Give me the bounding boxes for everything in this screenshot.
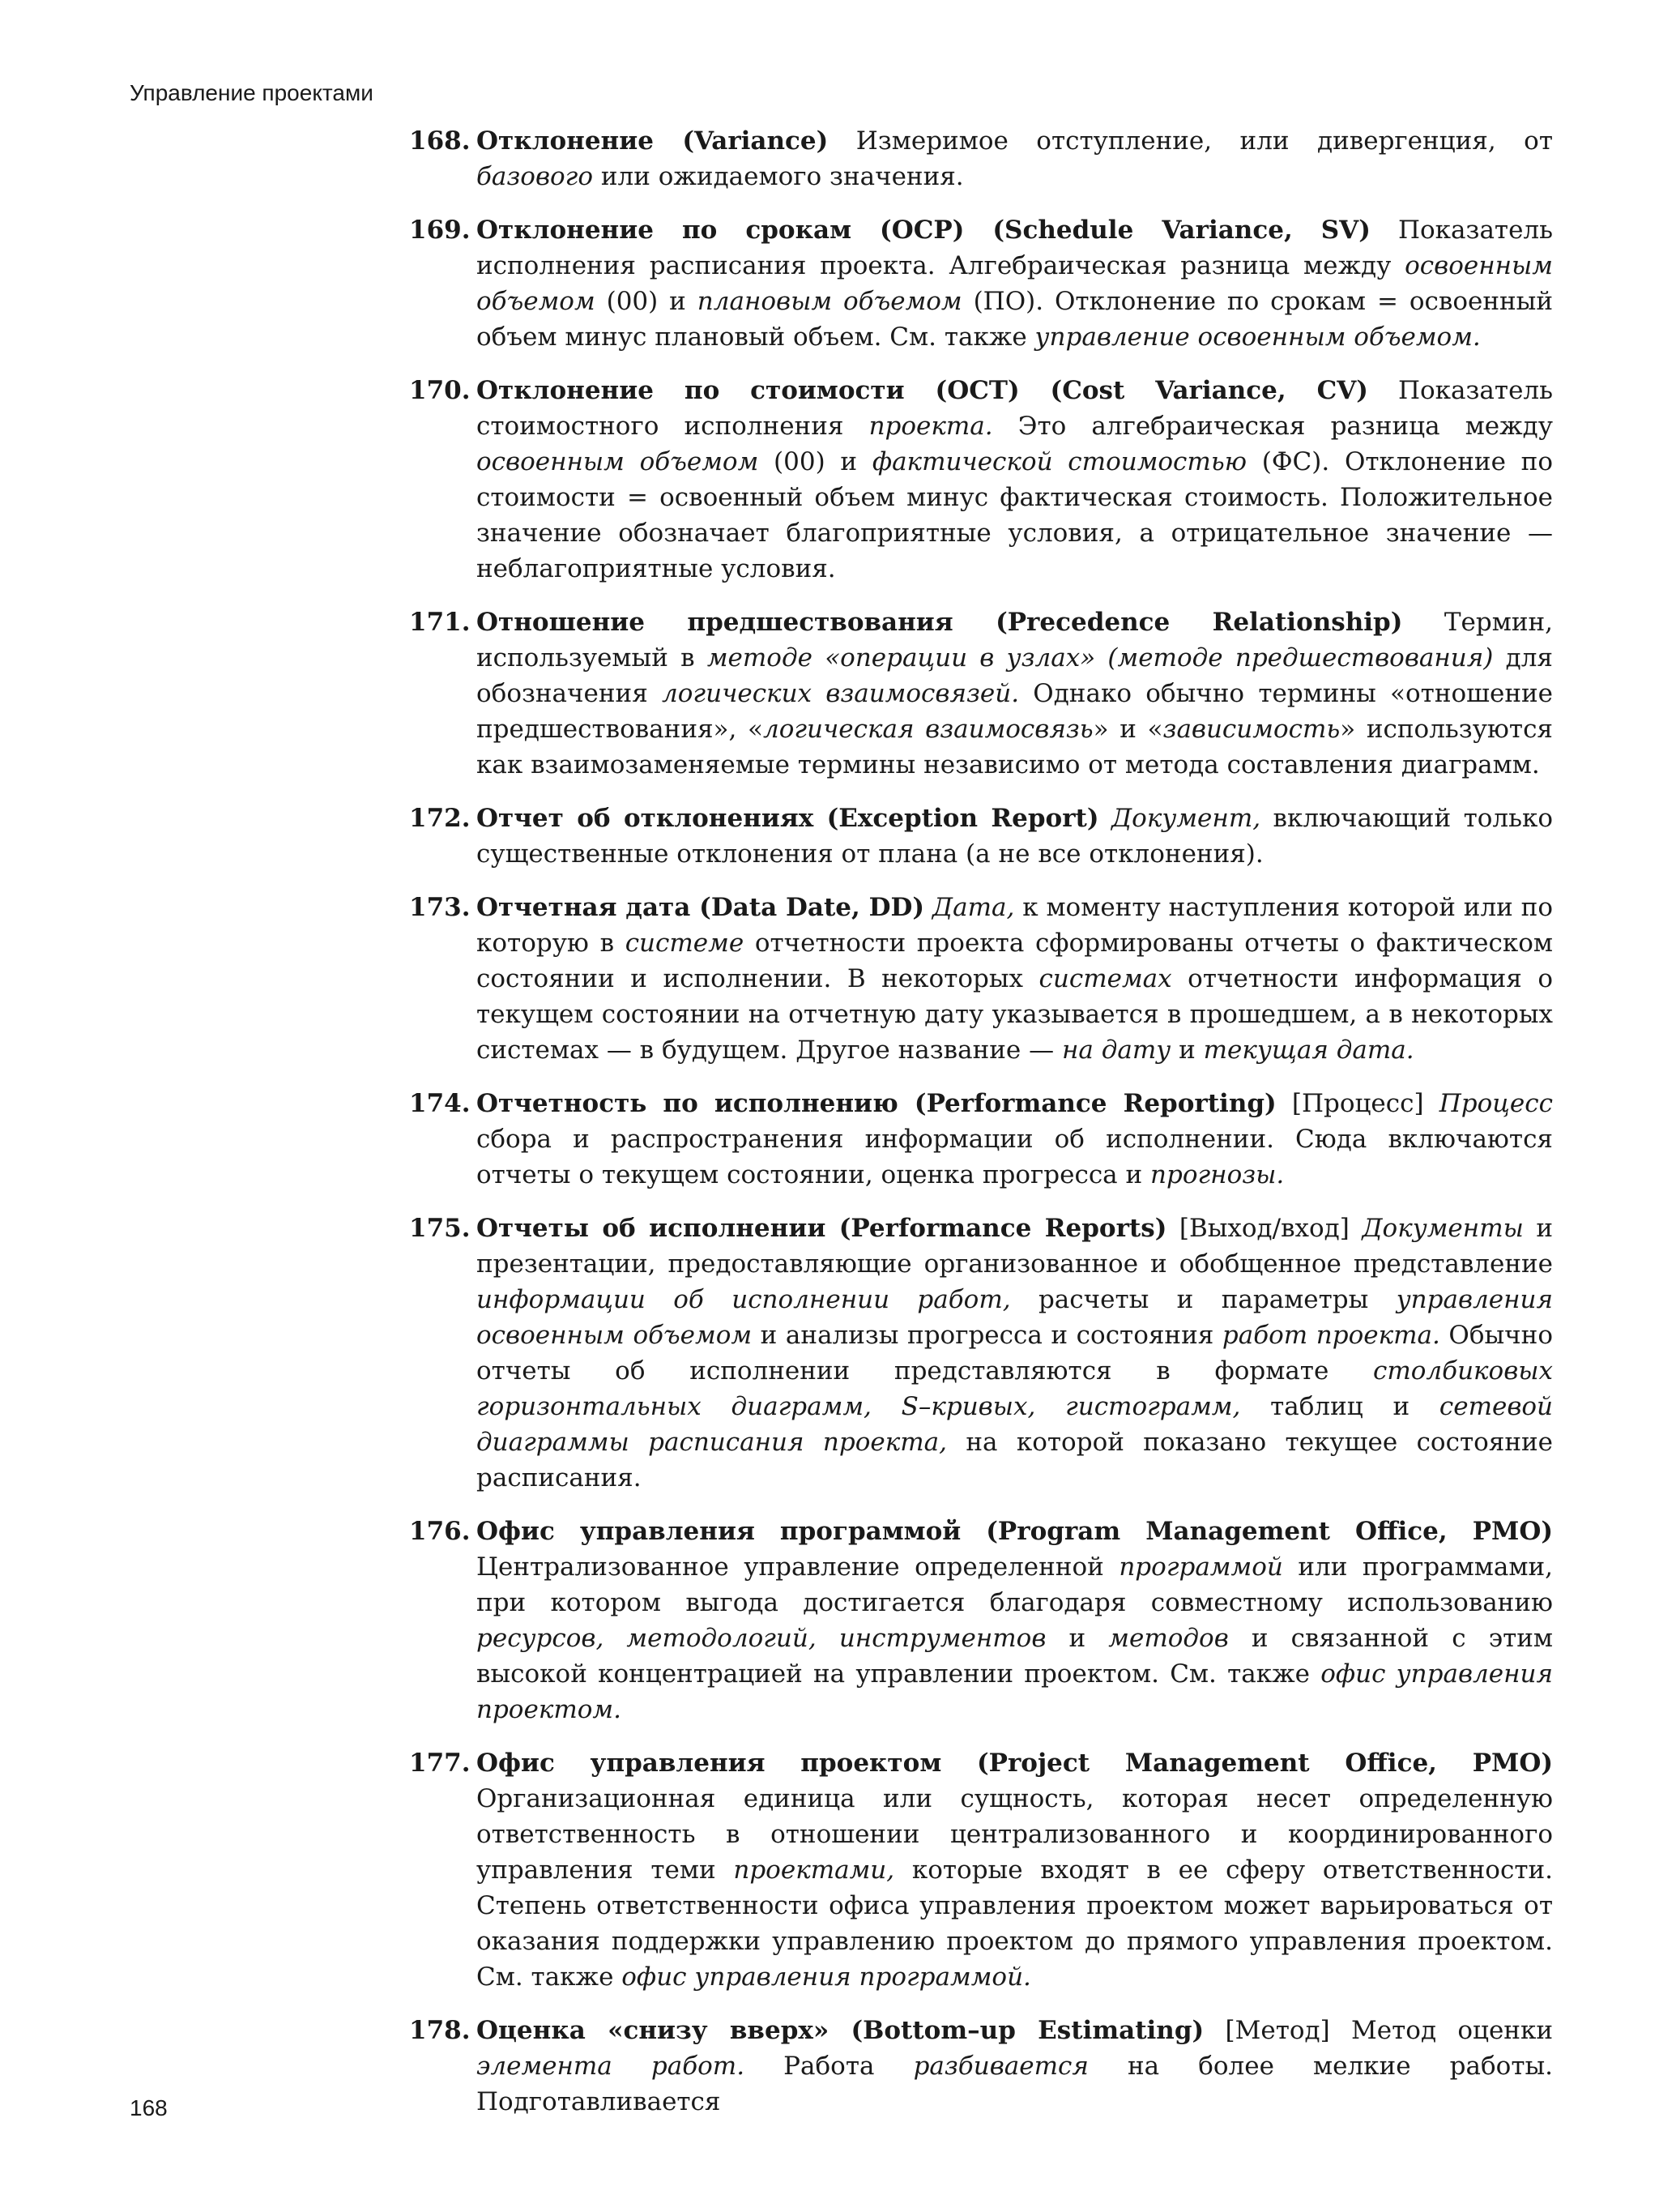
entry-text: таблиц и xyxy=(1240,1392,1439,1421)
entry-italic-term: Дата, xyxy=(932,893,1015,922)
entry-text: Работа xyxy=(744,2052,914,2081)
entry-number: 171. xyxy=(409,608,471,637)
entry-number: 168. xyxy=(409,126,471,156)
entry-text: сбора и распространения информации об исполнении. Сюда включаются отчеты о текущем состоянии, оценка прогресса и xyxy=(476,1125,1553,1189)
entry-number: 170. xyxy=(409,376,471,405)
entry-definition xyxy=(476,2013,1553,2120)
entry-term: Офис управления проектом (Project Management Office, PMO) xyxy=(476,1749,1553,1778)
entry-text: » используются как взаимозаменяемые термины независимо от метода составления диаграмм. xyxy=(476,715,1553,779)
entry-italic-term: зависимость xyxy=(1162,715,1341,744)
entry-italic-term: проектами, xyxy=(733,1855,895,1885)
entry-italic-term: элемента работ. xyxy=(476,2052,745,2081)
entry-term: Офис управления программой (Program Management Office, PMO) xyxy=(476,1517,1553,1546)
glossary-entry xyxy=(409,212,1553,355)
glossary-entry xyxy=(409,1745,1553,1995)
entry-text: Показатель исполнения расписания проекта. Алгебраическая разница между xyxy=(476,216,1553,280)
glossary-entry xyxy=(409,1514,1553,1727)
entry-term: Отклонение по стоимости (ОСТ) (Cost Variance, CV) xyxy=(476,376,1368,405)
entry-definition xyxy=(476,373,1553,587)
entry-definition xyxy=(476,1745,1553,1995)
glossary-entry xyxy=(409,373,1553,587)
entry-italic-term: плановым объемом xyxy=(697,287,962,316)
entry-text: [Метод] Метод оценки xyxy=(1204,2016,1554,2045)
entry-italic-term: проекта. xyxy=(868,412,993,441)
entry-number: 169. xyxy=(409,216,471,245)
entry-definition xyxy=(476,123,1553,194)
entry-italic-term: управления освоенным объемом xyxy=(476,1285,1553,1350)
entry-text: и xyxy=(1171,1036,1204,1065)
entry-term: Отчеты об исполнении (Performance Reports) xyxy=(476,1214,1167,1243)
entry-text: к моменту наступления которой или по которую в xyxy=(476,893,1554,958)
entry-italic-term: фактической стоимостью xyxy=(872,447,1247,476)
glossary-list xyxy=(409,123,1553,2137)
entry-italic-term: управление освоенным объемом. xyxy=(1034,322,1481,352)
entry-number: 175. xyxy=(409,1214,471,1243)
entry-text: (ФС). Отклонение по стоимости = освоенный объем минус фактическая стоимость. Положительное значение обозначает благоприятные условия, а отрицательное значение — неблагоприятные условия. xyxy=(476,447,1553,583)
entry-definition xyxy=(476,1211,1553,1496)
entry-italic-term: освоенным объемом xyxy=(476,251,1553,316)
entry-text xyxy=(1099,804,1111,833)
entry-text: Обычно отчеты об исполнении представляются в формате xyxy=(476,1321,1553,1386)
entry-term: Отчетная дата (Data Date, DD) xyxy=(476,893,925,922)
entry-italic-term: методе «операции в узлах» (методе предшествования) xyxy=(706,643,1494,673)
entry-text: и презентации, предоставляющие организованное и обобщенное представление xyxy=(476,1214,1553,1279)
entry-text: Организационная единица или сущность, которая несет определенную ответственность в отношении централизованного и координированного управления теми xyxy=(476,1784,1553,1885)
entry-italic-term: системе xyxy=(625,929,744,958)
entry-term: Отчетность по исполнению (Performance Reporting) xyxy=(476,1089,1277,1118)
entry-definition xyxy=(476,1086,1553,1193)
entry-text: Термин, используемый в xyxy=(476,608,1554,673)
entry-text: расчеты и параметры xyxy=(1010,1285,1397,1314)
entry-italic-term: Документ, xyxy=(1111,804,1261,833)
entry-text: (00) и xyxy=(595,287,697,316)
entry-definition xyxy=(476,212,1553,355)
glossary-entry xyxy=(409,2013,1553,2120)
page-number: 168 xyxy=(130,2095,168,2120)
glossary-entry xyxy=(409,890,1553,1068)
entry-italic-term: базового xyxy=(476,162,594,191)
entry-term: Оценка «снизу вверх» (Bottom–up Estimating) xyxy=(476,2016,1205,2045)
entry-number: 176. xyxy=(409,1517,471,1546)
entry-text: для обозначения xyxy=(476,643,1553,708)
entry-text: (ПО). Отклонение по срокам = освоенный объем минус плановый объем. См. также xyxy=(476,287,1553,352)
entry-text: Измеримое отступление, или дивергенция, от xyxy=(828,126,1553,156)
entry-text xyxy=(924,893,932,922)
entry-term: Отклонение (Variance) xyxy=(476,126,829,156)
entry-text: [Выход/вход] xyxy=(1166,1214,1363,1243)
entry-text: на которой показано текущее состояние расписания. xyxy=(476,1428,1553,1492)
glossary-entry xyxy=(409,123,1553,194)
entry-italic-term: логических взаимосвязей. xyxy=(662,679,1020,708)
entry-italic-term: разбивается xyxy=(913,2052,1089,2081)
entry-text: и xyxy=(1046,1624,1109,1653)
glossary-entry xyxy=(409,604,1553,783)
entry-italic-term: работ проекта. xyxy=(1222,1321,1440,1350)
running-header: Управление проектами xyxy=(130,80,373,105)
entry-term: Отчет об отклонениях (Exception Report) xyxy=(476,804,1099,833)
entry-italic-term: сетевой диаграммы расписания проекта, xyxy=(476,1392,1554,1457)
entry-number: 178. xyxy=(409,2016,471,2045)
entry-definition xyxy=(476,890,1553,1068)
entry-italic-term: на дату xyxy=(1061,1036,1171,1065)
entry-italic-term: программой xyxy=(1119,1552,1283,1582)
entry-number: 173. xyxy=(409,893,471,922)
entry-term: Отношение предшествования (Precedence Relationship) xyxy=(476,608,1403,637)
entry-text: отчетности проекта сформированы отчеты о фактическом состоянии и исполнении. В некоторых xyxy=(476,929,1554,993)
entry-italic-term: текущая дата. xyxy=(1203,1036,1414,1065)
entry-text: и связанной с этим высокой концентрацией на управлении проектом. См. также xyxy=(476,1624,1553,1689)
entry-text: Однако обычно термины «отношение предшествования», « xyxy=(476,679,1553,744)
entry-italic-term: офис управления программой. xyxy=(621,1962,1031,1992)
entry-text: (00) и xyxy=(758,447,872,476)
entry-text: и анализы прогресса и состояния xyxy=(752,1321,1222,1350)
entry-definition xyxy=(476,801,1553,872)
entry-term: Отклонение по срокам (ОСР) (Schedule Variance, SV) xyxy=(476,216,1371,245)
entry-number: 177. xyxy=(409,1749,471,1778)
entry-text: на более мелкие работы. Подготавливается xyxy=(476,2052,1553,2116)
entry-italic-term: Процесс xyxy=(1439,1089,1553,1118)
entry-italic-term: офис управления проектом. xyxy=(476,1659,1553,1724)
entry-italic-term: ресурсов, методологий, инструментов xyxy=(476,1624,1047,1653)
entry-text: отчетности информация о текущем состоянии на отчетную дату указывается в прошедшем, а в некоторых системах — в будущем. Другое название — xyxy=(476,964,1554,1065)
entry-text: Централизованное управление определенной xyxy=(476,1552,1120,1582)
entry-text: или ожидаемого значения. xyxy=(593,162,964,191)
entry-definition xyxy=(476,604,1553,783)
entry-italic-term: прогнозы. xyxy=(1150,1160,1285,1189)
entry-text: включающий только существенные отклонения от плана (а не все отклонения). xyxy=(476,804,1553,869)
entry-text: [Процесс] xyxy=(1276,1089,1439,1118)
glossary-entry xyxy=(409,801,1553,872)
entry-text: » и « xyxy=(1093,715,1163,744)
entry-italic-term: системах xyxy=(1038,964,1172,993)
entry-text: или программами, при котором выгода достигается благодаря совместному использованию xyxy=(476,1552,1553,1617)
glossary-entry xyxy=(409,1086,1553,1193)
entry-text: Это алгебраическая разница между xyxy=(992,412,1553,441)
entry-italic-term: логическая взаимосвязь xyxy=(762,715,1094,744)
entry-italic-term: Документы xyxy=(1362,1214,1524,1243)
entry-italic-term: освоенным объемом xyxy=(476,447,759,476)
entry-italic-term: информации об исполнении работ, xyxy=(476,1285,1011,1314)
entry-italic-term: методов xyxy=(1108,1624,1229,1653)
entry-definition xyxy=(476,1514,1553,1727)
entry-text: Показатель стоимостного исполнения xyxy=(476,376,1553,441)
entry-number: 174. xyxy=(409,1089,471,1118)
entry-number: 172. xyxy=(409,804,471,833)
entry-text: которые входят в ее сферу ответственности. Степень ответственности офиса управления проектом может варьироваться от оказания поддержки управлению проектом до прямого управления проектом. См. также xyxy=(476,1855,1553,1992)
glossary-entry xyxy=(409,1211,1553,1496)
entry-italic-term: столбиковых горизонтальных диаграмм, S–кривых, гистограмм, xyxy=(476,1356,1553,1421)
